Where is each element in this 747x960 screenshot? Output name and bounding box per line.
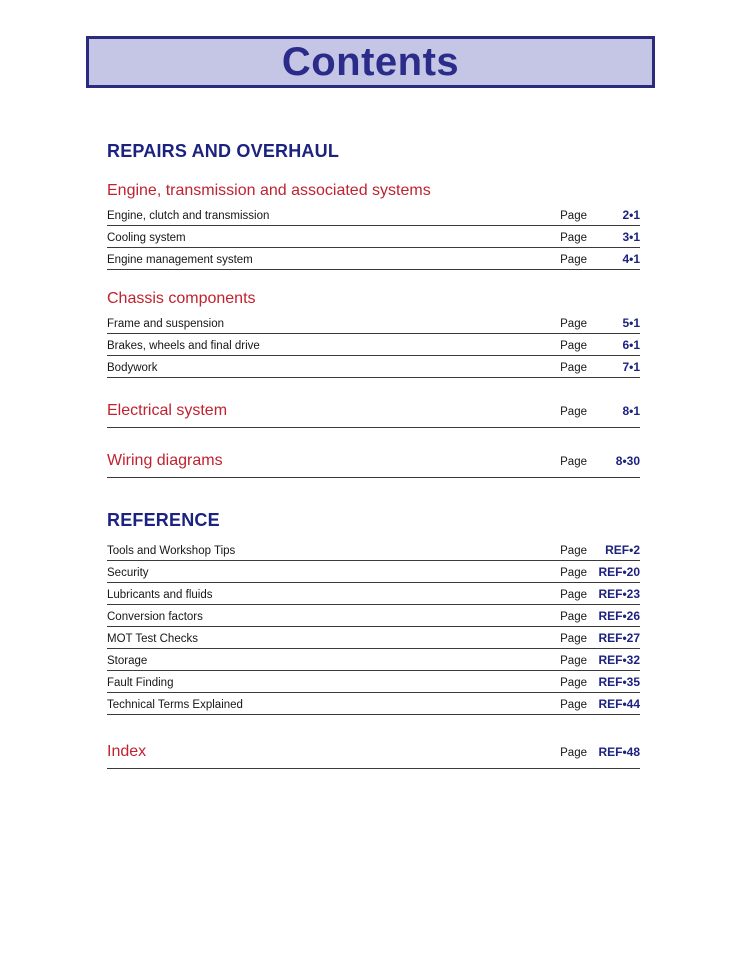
toc-entry-technical-terms-explained	[107, 693, 640, 715]
page-number: 8•30	[615, 454, 640, 468]
page-number: 6•1	[622, 338, 640, 352]
entry-page-group	[560, 631, 640, 645]
page-word: Page	[560, 232, 587, 244]
toc-entry-fault-finding	[107, 671, 640, 693]
page-number: 3•1	[622, 230, 640, 244]
page-title: Contents	[281, 39, 460, 84]
entry-label: Engine management system	[107, 254, 253, 266]
entry-page-group	[560, 565, 640, 579]
entry-page-group	[560, 543, 640, 557]
toc-entry-lubricants-and-fluids	[107, 583, 640, 605]
toc-entry-conversion-factors	[107, 605, 640, 627]
page-number: REF•48	[598, 745, 640, 759]
page-number: REF•2	[605, 543, 640, 557]
page-word: Page	[560, 589, 587, 601]
entry-label: Storage	[107, 655, 148, 667]
entry-label: MOT Test Checks	[107, 633, 198, 645]
page-word: Page	[560, 611, 587, 623]
entry-page-group	[560, 454, 640, 468]
toc-entry-brakes-wheels-final-drive	[107, 334, 640, 356]
entry-label: Frame and suspension	[107, 318, 224, 330]
toc-entry-electrical-system	[107, 402, 640, 428]
page-number: REF•27	[598, 631, 640, 645]
page-number: 7•1	[622, 360, 640, 374]
entry-label: Lubricants and fluids	[107, 589, 213, 601]
entry-page-group	[560, 653, 640, 667]
section-heading-reference: REFERENCE	[107, 510, 220, 530]
group-heading-index: Index	[107, 743, 147, 760]
page-word: Page	[560, 545, 587, 557]
page-number: REF•44	[598, 697, 640, 711]
page-word: Page	[560, 406, 587, 418]
entry-page-group	[560, 316, 640, 330]
page-number: 5•1	[622, 316, 640, 330]
page-word: Page	[560, 699, 587, 711]
section-heading-repairs-and-overhaul: REPAIRS AND OVERHAUL	[107, 141, 340, 161]
page-number: 4•1	[622, 252, 640, 266]
entry-label: Technical Terms Explained	[107, 699, 243, 711]
entry-page-group	[560, 404, 640, 418]
entry-page-group	[560, 697, 640, 711]
toc-entry-security	[107, 561, 640, 583]
page-number: REF•23	[598, 587, 640, 601]
page-title-banner	[86, 36, 655, 88]
entry-label: Tools and Workshop Tips	[107, 545, 236, 557]
page-number: 8•1	[622, 404, 640, 418]
entry-page-group	[560, 745, 640, 759]
page-number: REF•20	[598, 565, 640, 579]
page-word: Page	[560, 567, 587, 579]
toc-entry-bodywork	[107, 356, 640, 378]
entry-label: Cooling system	[107, 232, 186, 244]
page-number: REF•35	[598, 675, 640, 689]
page-word: Page	[560, 362, 587, 374]
entry-page-group	[560, 609, 640, 623]
page-word: Page	[560, 677, 587, 689]
toc-entry-storage	[107, 649, 640, 671]
page-number: 2•1	[622, 208, 640, 222]
entry-label: Fault Finding	[107, 677, 174, 689]
toc-entry-index	[107, 743, 640, 769]
entry-label: Brakes, wheels and final drive	[107, 340, 260, 352]
entry-page-group	[560, 587, 640, 601]
entry-label: Conversion factors	[107, 611, 203, 623]
toc-entry-engine-clutch-transmission	[107, 204, 640, 226]
group-heading-chassis-components: Chassis components	[107, 290, 256, 307]
page-word: Page	[560, 254, 587, 266]
toc-entry-engine-management-system	[107, 248, 640, 270]
entry-label: Engine, clutch and transmission	[107, 210, 270, 222]
toc-entry-frame-and-suspension	[107, 312, 640, 334]
page-word: Page	[560, 655, 587, 667]
group-heading-engine-transmission: Engine, transmission and associated systems	[107, 182, 431, 199]
toc-entry-cooling-system	[107, 226, 640, 248]
page-number: REF•32	[598, 653, 640, 667]
page-word: Page	[560, 633, 587, 645]
toc-entry-mot-test-checks	[107, 627, 640, 649]
page-word: Page	[560, 318, 587, 330]
group-heading-electrical-system: Electrical system	[107, 402, 228, 419]
page-word: Page	[560, 747, 587, 759]
toc-content	[107, 141, 640, 769]
entry-page-group	[560, 252, 640, 266]
entry-page-group	[560, 675, 640, 689]
entry-label: Security	[107, 567, 149, 579]
entry-page-group	[560, 230, 640, 244]
toc-entry-tools-workshop-tips	[107, 539, 640, 561]
toc-entry-wiring-diagrams	[107, 452, 640, 478]
entry-page-group	[560, 360, 640, 374]
page-number: REF•26	[598, 609, 640, 623]
group-heading-wiring-diagrams: Wiring diagrams	[107, 452, 223, 469]
entry-label: Bodywork	[107, 362, 158, 374]
page-word: Page	[560, 456, 587, 468]
entry-page-group	[560, 338, 640, 352]
entry-page-group	[560, 208, 640, 222]
page-word: Page	[560, 210, 587, 222]
page-word: Page	[560, 340, 587, 352]
